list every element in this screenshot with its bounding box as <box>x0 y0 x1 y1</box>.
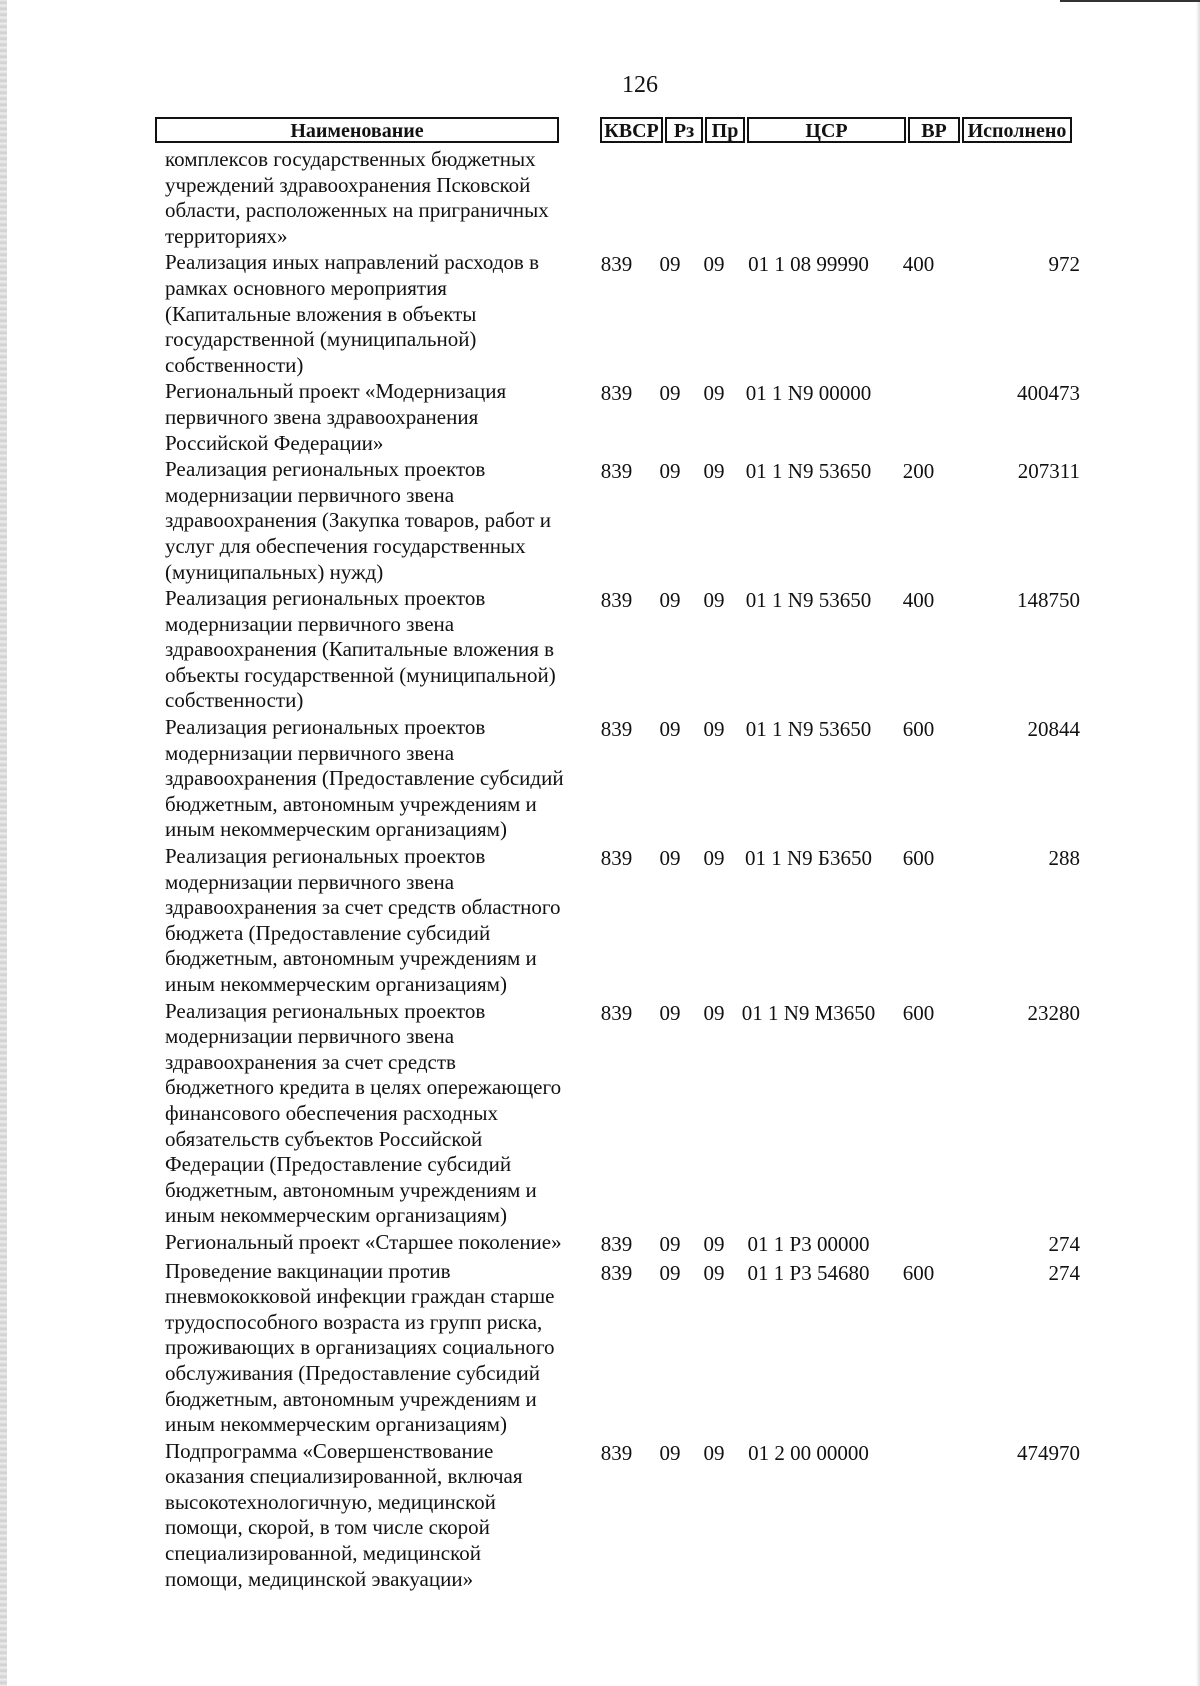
table-row <box>155 999 1100 1229</box>
row-kvsr: 839 <box>600 1440 633 1465</box>
row-kvsr: 839 <box>600 1260 633 1285</box>
row-kvsr: 839 <box>600 717 633 742</box>
row-name-line: Региональный проект «Модернизация <box>165 379 507 404</box>
row-rz <box>648 147 692 149</box>
header-executed: Исполнено <box>962 117 1072 143</box>
row-csr: 01 1 08 99990 <box>748 252 869 277</box>
row-csr <box>736 147 881 149</box>
row-csr: 01 1 N9 53650 <box>745 459 872 484</box>
row-name-line: государственной (муниципальной) <box>165 327 477 352</box>
page-number: 126 <box>622 72 658 98</box>
row-pr: 09 <box>703 1000 725 1025</box>
row-name-line: Федерации (Предоставление субсидий <box>165 1152 512 1177</box>
row-vr: 600 <box>902 1000 935 1025</box>
row-pr: 09 <box>703 846 725 871</box>
row-pr: 09 <box>703 717 725 742</box>
row-name-line: пневмококковой инфекции граждан старше <box>165 1284 555 1309</box>
row-name-line: обязательств субъектов Российской <box>165 1126 483 1151</box>
row-name-line: области, расположенных на приграничных <box>165 198 549 223</box>
row-name-line: Реализация региональных проектов <box>165 586 486 611</box>
row-name-line: (муниципальных) нужд) <box>165 559 384 584</box>
row-name-line: бюджетным, автономным учреждениям и <box>165 946 537 971</box>
table-row <box>155 379 1100 456</box>
row-executed: 400473 <box>1017 381 1080 406</box>
row-rz: 09 <box>659 846 681 871</box>
row-pr: 09 <box>703 381 725 406</box>
row-executed: 474970 <box>1017 1440 1080 1465</box>
row-vr: 600 <box>902 1260 935 1285</box>
row-executed: 207311 <box>1017 459 1080 484</box>
header-pr: Пр <box>705 117 745 143</box>
row-rz: 09 <box>659 459 681 484</box>
table-row <box>155 586 1100 714</box>
row-csr: 01 1 N9 53650 <box>745 717 872 742</box>
row-pr: 09 <box>703 252 725 277</box>
row-csr: 01 1 P3 54680 <box>747 1260 870 1285</box>
row-name-line: Региональный проект «Старшее поколение» <box>165 1229 562 1254</box>
row-name-line: бюджета (Предоставление субсидий <box>165 920 491 945</box>
header-kvsr: КВСР <box>600 117 663 143</box>
row-rz: 09 <box>659 717 681 742</box>
row-csr: 01 1 N9 53650 <box>745 588 872 613</box>
row-name-line: Подпрограмма «Совершенствование <box>165 1438 494 1463</box>
row-kvsr <box>585 147 648 149</box>
row-name-line: обслуживания (Предоставление субсидий <box>165 1360 540 1385</box>
row-name-line: иным некоммерческим организациям) <box>165 1203 507 1228</box>
row-name-line: Российской Федерации» <box>165 430 384 455</box>
row-name-line: бюджетным, автономным учреждениям и <box>165 1386 537 1411</box>
row-name-line: иным некоммерческим организациям) <box>165 817 507 842</box>
row-name-line: Проведение вакцинации против <box>165 1258 451 1283</box>
row-csr: 01 1 N9 М3650 <box>741 1000 876 1025</box>
row-csr: 01 1 N9 Б3650 <box>745 846 872 871</box>
row-name-line: иным некоммерческим организациям) <box>165 1412 507 1437</box>
row-name-line: модернизации первичного звена <box>165 611 455 636</box>
row-name <box>155 250 585 378</box>
row-rz: 09 <box>659 252 681 277</box>
row-vr <box>881 1439 956 1441</box>
row-name-line: рамках основного мероприятия <box>165 275 447 300</box>
row-executed: 972 <box>1048 252 1080 277</box>
row-rz: 09 <box>659 381 681 406</box>
row-name-line: помощи, медицинской эвакуации» <box>165 1566 474 1591</box>
row-name <box>155 457 585 585</box>
row-name-line: собственности) <box>165 352 304 377</box>
row-executed <box>956 147 1090 149</box>
table-row <box>155 1230 1100 1258</box>
row-name-line: бюджетным, автономным учреждениям и <box>165 791 537 816</box>
row-name-line: здравоохранения (Капитальные вложения в <box>165 637 555 662</box>
row-vr <box>881 1230 956 1232</box>
row-executed: 23280 <box>1027 1000 1080 1025</box>
row-name <box>155 1439 585 1593</box>
row-name-line: Реализация региональных проектов <box>165 715 486 740</box>
row-name-line: модернизации первичного звена <box>165 869 455 894</box>
row-pr: 09 <box>703 459 725 484</box>
row-name-line: учреждений здравоохранения Псковской <box>165 172 531 197</box>
row-pr: 09 <box>703 1231 725 1256</box>
table-row <box>155 250 1100 378</box>
table-row <box>155 1439 1100 1593</box>
row-pr: 09 <box>703 1440 725 1465</box>
row-kvsr: 839 <box>600 846 633 871</box>
row-name-line: модернизации первичного звена <box>165 740 455 765</box>
row-vr: 600 <box>902 717 935 742</box>
row-name-line: бюджетного кредита в целях опережающего <box>165 1075 562 1100</box>
table-row <box>155 147 1100 249</box>
row-vr: 200 <box>902 459 935 484</box>
row-name <box>155 147 585 249</box>
row-pr <box>692 147 736 149</box>
row-name-line: проживающих в организациях социального <box>165 1335 555 1360</box>
row-name-line: Реализация региональных проектов <box>165 998 486 1023</box>
row-rz: 09 <box>659 1260 681 1285</box>
table-row <box>155 715 1100 843</box>
row-executed: 20844 <box>1027 717 1080 742</box>
row-name <box>155 715 585 843</box>
row-executed: 274 <box>1048 1231 1080 1256</box>
row-name-line: здравоохранения (Предоставление субсидий <box>165 766 564 791</box>
row-kvsr: 839 <box>600 588 633 613</box>
row-name-line: помощи, скорой, в том числе скорой <box>165 1515 490 1540</box>
header-vr: ВР <box>908 117 960 143</box>
row-name-line: бюджетным, автономным учреждениям и <box>165 1177 537 1202</box>
row-name-line: объекты государственной (муниципальной) <box>165 662 556 687</box>
row-name-line: Реализация региональных проектов <box>165 844 486 869</box>
row-vr <box>881 147 956 149</box>
row-kvsr: 839 <box>600 381 633 406</box>
header-csr: ЦСР <box>747 117 906 143</box>
table-body <box>155 147 1100 1592</box>
row-name <box>155 999 585 1229</box>
row-name-line: модернизации первичного звена <box>165 1024 455 1049</box>
row-name-line: здравоохранения за счет средств областного <box>165 895 561 920</box>
row-rz: 09 <box>659 1231 681 1256</box>
row-name-line: финансового обеспечения расходных <box>165 1100 498 1125</box>
row-kvsr: 839 <box>600 252 633 277</box>
scan-left-edge <box>0 0 7 1686</box>
header-rz: Рз <box>665 117 703 143</box>
row-name-line: здравоохранения (Закупка товаров, работ и <box>165 508 552 533</box>
row-name-line: трудоспособного возраста из групп риска, <box>165 1309 543 1334</box>
row-name-line: иным некоммерческим организациям) <box>165 972 507 996</box>
row-name <box>155 844 585 998</box>
row-vr <box>881 379 956 381</box>
row-vr: 400 <box>902 588 935 613</box>
row-executed: 288 <box>1048 846 1080 871</box>
row-name-line: территориях» <box>165 223 288 248</box>
row-name-line: услуг для обеспечения государственных <box>165 533 526 558</box>
row-name-line: оказания специализированной, включая <box>165 1464 523 1489</box>
row-rz: 09 <box>659 1440 681 1465</box>
row-name-line: модернизации первичного звена <box>165 482 455 507</box>
row-pr: 09 <box>703 588 725 613</box>
row-name <box>155 379 585 456</box>
row-executed: 148750 <box>1017 588 1080 613</box>
row-name-line: первичного звена здравоохранения <box>165 404 479 429</box>
row-name-line: специализированной, медицинской <box>165 1541 481 1566</box>
row-kvsr: 839 <box>600 459 633 484</box>
row-csr: 01 1 P3 00000 <box>747 1231 870 1256</box>
row-name-line: высокотехнологичную, медицинской <box>165 1489 496 1514</box>
row-name <box>155 586 585 714</box>
row-executed: 274 <box>1048 1260 1080 1285</box>
row-rz: 09 <box>659 588 681 613</box>
top-rule <box>1060 0 1200 2</box>
row-pr: 09 <box>703 1260 725 1285</box>
budget-table <box>155 117 1100 1593</box>
row-csr: 01 1 N9 00000 <box>745 381 872 406</box>
header-name: Наименование <box>155 117 559 143</box>
row-name <box>155 1259 585 1438</box>
row-name-line: здравоохранения за счет средств <box>165 1049 456 1074</box>
row-name <box>155 1230 585 1256</box>
row-vr: 600 <box>902 846 935 871</box>
row-rz: 09 <box>659 1000 681 1025</box>
table-row <box>155 1259 1100 1438</box>
row-vr: 400 <box>902 252 935 277</box>
row-name-line: (Капитальные вложения в объекты <box>165 301 477 326</box>
row-name-line: Реализация иных направлений расходов в <box>165 250 540 275</box>
row-kvsr: 839 <box>600 1231 633 1256</box>
scan-right-edge <box>1196 0 1200 1686</box>
row-name-line: собственности) <box>165 688 304 713</box>
table-row <box>155 844 1100 998</box>
row-name-line: комплексов государственных бюджетных <box>165 147 536 171</box>
table-header <box>155 117 1100 147</box>
row-name-line: Реализация региональных проектов <box>165 457 486 482</box>
table-row <box>155 457 1100 585</box>
row-csr: 01 2 00 00000 <box>748 1440 869 1465</box>
row-kvsr: 839 <box>600 1000 633 1025</box>
